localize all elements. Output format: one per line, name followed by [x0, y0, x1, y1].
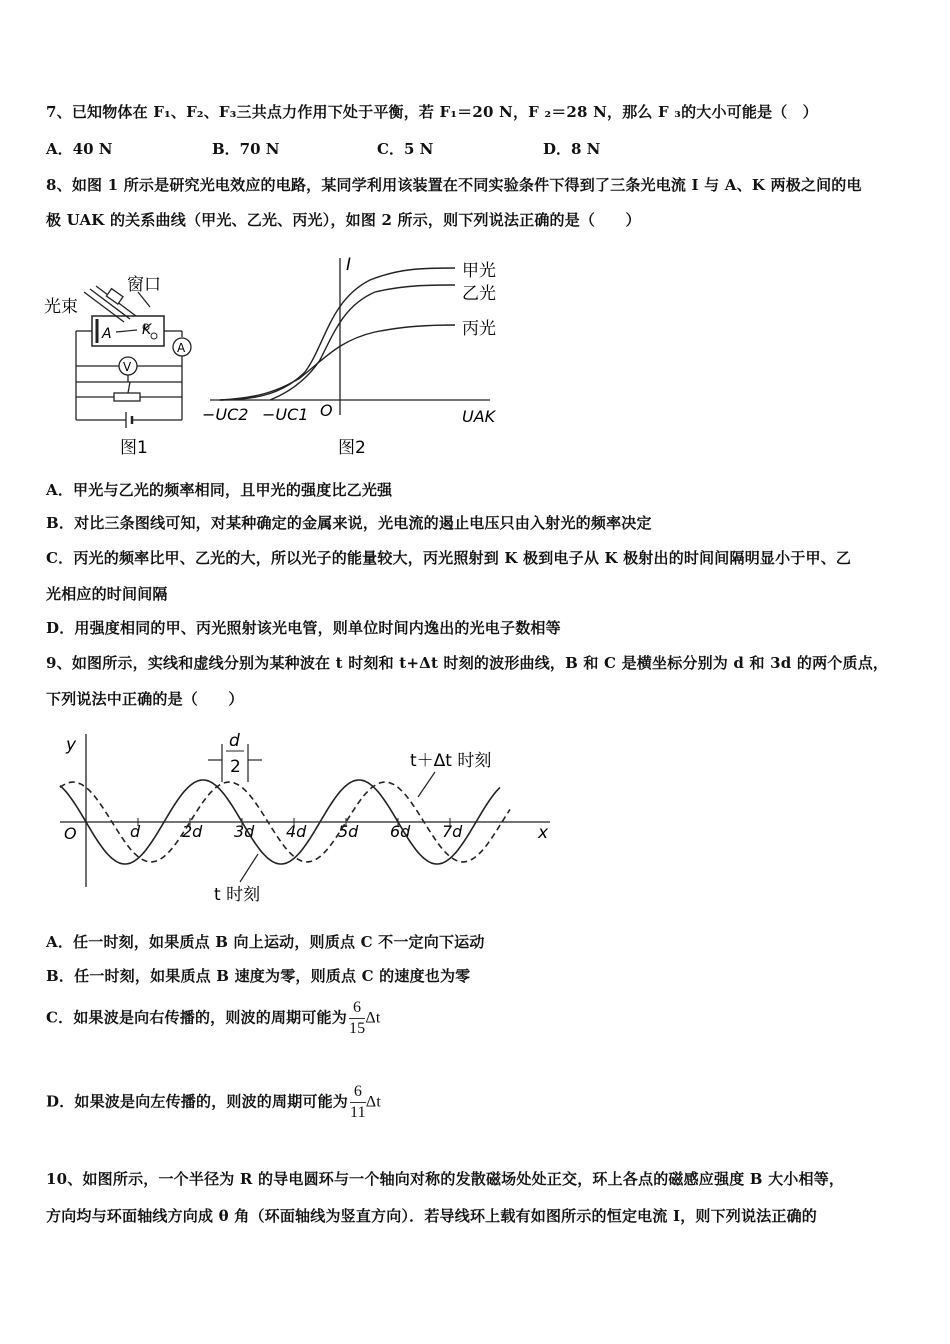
q8-option-c-line2: 光相应的时间间隔 — [46, 585, 168, 603]
half-d-numerator: d — [229, 731, 240, 751]
figure1-caption: 图1 — [120, 438, 148, 458]
q9-option-b: B．任一时刻，如果质点 B 速度为零，则质点 C 的速度也为零 — [46, 967, 471, 985]
cathode-k-label: K — [142, 322, 152, 338]
anode-a-label: A — [102, 326, 112, 342]
curve-label-yi: 乙光 — [462, 284, 496, 304]
q9-stem-line2: 下列说法中正确的是（ ） — [46, 690, 244, 708]
q9-option-d — [46, 1082, 381, 1123]
wave-x-label: x — [538, 823, 549, 843]
curve-yi — [270, 285, 455, 400]
q9-option-d-denominator: 11 — [350, 1104, 366, 1121]
q8-stem-line2: 极 UAK 的关系曲线（甲光、乙光、丙光），如图 2 所示，则下列说法正确的是（ ） — [46, 211, 641, 229]
wave-tick-label: 4d — [286, 822, 307, 841]
photoelectric-circuit-figure — [42, 262, 202, 462]
q7-stem: 7、已知物体在 F₁、F₂、F₃三共点力作用下处于平衡，若 F₁＝20 N，F ₂＝28 N，那么 F ₃的大小可能是（ ） — [46, 103, 818, 121]
q9-option-c-text: C．如果波是向右传播的，则波的周期可能为 — [46, 1008, 347, 1027]
wave-y-label: y — [66, 735, 77, 755]
ammeter-label: A — [177, 341, 186, 355]
q9-option-c-delta-t: Δt — [365, 1009, 381, 1027]
q9-option-d-numerator: 6 — [350, 1082, 366, 1103]
q9-option-d-text: D．如果波是向左传播的，则波的周期可能为 — [46, 1092, 349, 1111]
q7-option-d: D．8 N — [543, 140, 601, 158]
q9-stem-line1: 9、如图所示，实线和虚线分别为某种波在 t 时刻和 t+Δt 时刻的波形曲线，B 和 C 是横坐标分别为 d 和 3d 的两个质点， — [46, 654, 889, 672]
half-d-denominator: 2 — [230, 757, 241, 777]
uc1-label: −UC1 — [262, 405, 309, 424]
q10-stem-line1: 10、如图所示，一个半径为 R 的导电圆环与一个轴向对称的发散磁场处处正交，环上各点的磁感应强度 B 大小相等， — [46, 1170, 845, 1188]
q8-option-d: D．用强度相同的甲、丙光照射该光电管，则单位时间内逸出的光电子数相等 — [46, 619, 561, 637]
curve-bing — [220, 325, 455, 400]
iu-curves-figure — [200, 250, 510, 465]
wave-tick-label: 7d — [442, 822, 463, 841]
q7-option-b: B．70 N — [212, 140, 280, 158]
q7-option-c: C．5 N — [377, 140, 434, 158]
wave-tick-label: 3d — [234, 822, 255, 841]
wave-tick-label: d — [130, 822, 141, 841]
q8-option-c-line1: C．丙光的频率比甲、乙光的大，所以光子的能量较大，丙光照射到 K 极到电子从 K 极射出的时间间隔明显小于甲、乙 — [46, 549, 852, 567]
q8-option-a: A．甲光与乙光的频率相同，且甲光的强度比乙光强 — [46, 481, 393, 499]
curve-jia — [220, 268, 455, 400]
wave-origin-label: O — [64, 824, 77, 843]
beam-label: 光束 — [44, 297, 78, 317]
q10-stem-line2: 方向均与环面轴线方向成 θ 角（环面轴线为竖直方向）．若导线环上载有如图所示的恒定电流 I，则下列说法正确的 — [46, 1207, 817, 1225]
uc2-label: −UC2 — [202, 405, 249, 424]
solid-wave-label: t 时刻 — [214, 885, 261, 905]
dashed-wave-label: t＋Δt 时刻 — [410, 751, 492, 771]
q8-stem-line1: 8、如图 1 所示是研究光电效应的电路，某同学利用该装置在不同实验条件下得到了三条光电流 I 与 A、K 两极之间的电 — [46, 176, 862, 194]
wave-tick-label: 6d — [390, 822, 411, 841]
wave-figure — [50, 722, 570, 912]
wave-tick-label: 2d — [182, 822, 203, 841]
wave-tick-label: 5d — [338, 822, 359, 841]
q9-option-d-delta-t: Δt — [365, 1093, 381, 1111]
q9-option-d-fraction — [350, 1082, 366, 1123]
window-label: 窗口 — [127, 275, 161, 295]
curve-label-jia: 甲光 — [462, 261, 496, 281]
figure2-caption: 图2 — [338, 438, 366, 458]
y-axis-label: I — [346, 255, 352, 275]
curve-label-bing: 丙光 — [462, 319, 496, 339]
voltmeter-label: V — [123, 360, 132, 374]
q9-option-c — [46, 998, 381, 1039]
q9-option-a: A．任一时刻，如果质点 B 向上运动，则质点 C 不一定向下运动 — [46, 933, 485, 951]
origin-label: O — [320, 401, 333, 420]
q9-option-c-denominator: 15 — [348, 1020, 366, 1037]
q9-option-c-numerator: 6 — [349, 998, 365, 1019]
q9-option-c-fraction — [349, 998, 365, 1039]
x-axis-label: UAK — [462, 407, 496, 426]
q7-option-a: A．40 N — [46, 140, 113, 158]
q8-option-b: B．对比三条图线可知，对某种确定的金属来说，光电流的遏止电压只由入射光的频率决定 — [46, 514, 652, 532]
